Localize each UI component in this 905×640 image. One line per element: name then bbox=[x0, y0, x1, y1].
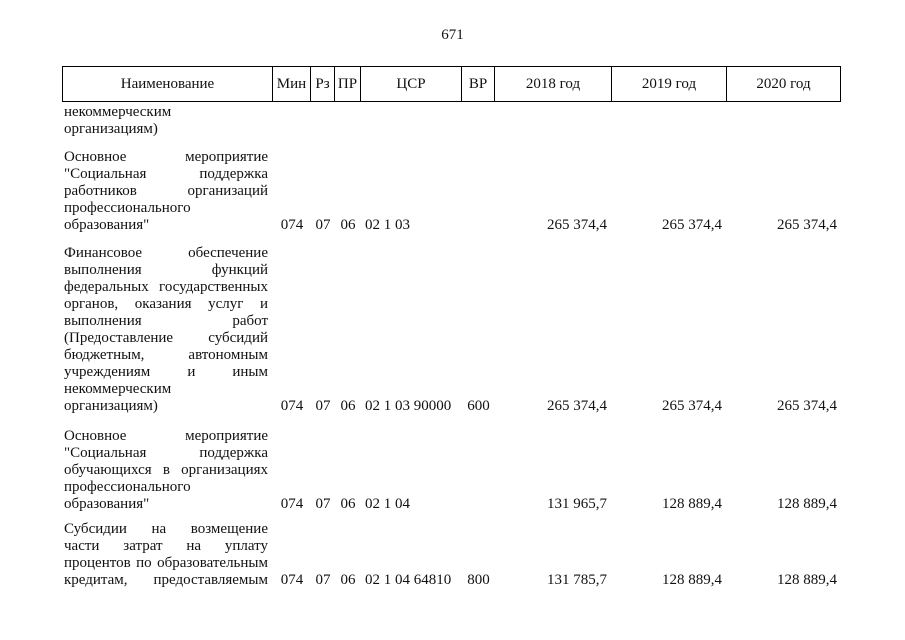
table-row bbox=[63, 149, 840, 234]
value-2019-cell: 265 374,4 bbox=[662, 398, 722, 414]
vr-cell bbox=[462, 496, 495, 513]
pr-cell: 06 bbox=[340, 572, 356, 588]
table-row bbox=[63, 245, 840, 415]
name-line: "Социальная поддержка bbox=[64, 166, 268, 182]
csr-cell: 02 1 03 90000 bbox=[365, 398, 452, 414]
header-pr: ПР bbox=[335, 67, 361, 101]
page-number: 671 bbox=[441, 27, 464, 43]
name-line: учреждениям и иным bbox=[64, 364, 268, 380]
csr-cell: 02 1 04 64810 bbox=[365, 572, 452, 588]
rz-cell: 07 bbox=[315, 572, 331, 588]
name-line: Финансовое обеспечение bbox=[64, 245, 268, 261]
row-name-cell bbox=[63, 428, 273, 513]
pr-cell: 06 bbox=[340, 217, 356, 233]
name-line: "Социальная поддержка bbox=[64, 445, 268, 461]
vr-cell: 600 bbox=[467, 398, 490, 414]
value-2019-cell: 128 889,4 bbox=[662, 496, 722, 512]
name-line: некоммерческим bbox=[64, 381, 172, 397]
header-2019: 2019 год bbox=[612, 67, 727, 101]
value-2020-cell: 128 889,4 bbox=[777, 496, 837, 512]
rz-cell: 07 bbox=[315, 496, 331, 512]
header-rz: Рз bbox=[311, 67, 335, 101]
table-header bbox=[62, 66, 841, 102]
table-row bbox=[63, 104, 840, 138]
header-csr: ЦСР bbox=[361, 67, 462, 101]
row-name-cell bbox=[63, 104, 273, 138]
name-line: Основное мероприятие bbox=[64, 428, 268, 444]
name-line: организациям) bbox=[64, 121, 158, 137]
table-row bbox=[63, 521, 840, 589]
name-line: части затрат на уплату bbox=[64, 538, 268, 554]
name-line: процентов по образовательным bbox=[64, 555, 268, 571]
vr-cell: 800 bbox=[467, 572, 490, 588]
row-name-cell bbox=[63, 521, 273, 589]
name-line: органов, оказания услуг и bbox=[64, 296, 268, 312]
csr-cell: 02 1 03 bbox=[365, 217, 410, 233]
min-cell: 074 bbox=[280, 398, 304, 414]
value-2018-cell: 131 965,7 bbox=[547, 496, 607, 512]
row-name-cell bbox=[63, 149, 273, 234]
name-line: обучающихся в организациях bbox=[64, 462, 268, 478]
name-line: работников организаций bbox=[64, 183, 268, 199]
name-line: организациям) bbox=[64, 398, 158, 414]
name-line: образования" bbox=[64, 217, 150, 233]
rz-cell: 07 bbox=[315, 217, 331, 233]
name-line: образования" bbox=[64, 496, 150, 512]
value-2019-cell: 128 889,4 bbox=[662, 572, 722, 588]
min-cell: 074 bbox=[280, 572, 304, 588]
pr-cell: 06 bbox=[340, 398, 356, 414]
min-cell: 074 bbox=[280, 217, 304, 233]
name-line: профессионального bbox=[64, 200, 191, 216]
pr-cell: 06 bbox=[340, 496, 356, 512]
name-line: бюджетным, автономным bbox=[64, 347, 268, 363]
value-2018-cell: 265 374,4 bbox=[547, 398, 607, 414]
name-line: (Предоставление субсидий bbox=[64, 330, 268, 346]
value-2020-cell: 265 374,4 bbox=[777, 217, 837, 233]
header-name: Наименование bbox=[63, 67, 273, 101]
table-row bbox=[63, 428, 840, 513]
name-line: выполнения функций bbox=[64, 262, 268, 278]
value-2019-cell: 265 374,4 bbox=[662, 217, 722, 233]
value-2018-cell: 265 374,4 bbox=[547, 217, 607, 233]
name-line: Основное мероприятие bbox=[64, 149, 268, 165]
header-min: Мин bbox=[273, 67, 311, 101]
rz-cell: 07 bbox=[315, 398, 331, 414]
name-line: Субсидии на возмещение bbox=[64, 521, 268, 537]
value-2020-cell: 265 374,4 bbox=[777, 398, 837, 414]
name-line: некоммерческим bbox=[64, 104, 172, 120]
csr-cell: 02 1 04 bbox=[365, 496, 410, 512]
name-line: профессионального bbox=[64, 479, 191, 495]
name-line: кредитам, предоставляемым bbox=[64, 572, 268, 588]
header-2020: 2020 год bbox=[756, 76, 811, 92]
vr-cell bbox=[462, 217, 495, 234]
min-cell: 074 bbox=[280, 496, 304, 512]
value-2020-cell: 128 889,4 bbox=[777, 572, 837, 588]
name-line: выполнения работ bbox=[64, 313, 268, 329]
value-2018-cell: 131 785,7 bbox=[547, 572, 607, 588]
row-name-cell bbox=[63, 245, 273, 415]
name-line: федеральных государственных bbox=[64, 279, 268, 295]
header-vr: ВР bbox=[462, 67, 495, 101]
header-2018: 2018 год bbox=[495, 67, 612, 101]
